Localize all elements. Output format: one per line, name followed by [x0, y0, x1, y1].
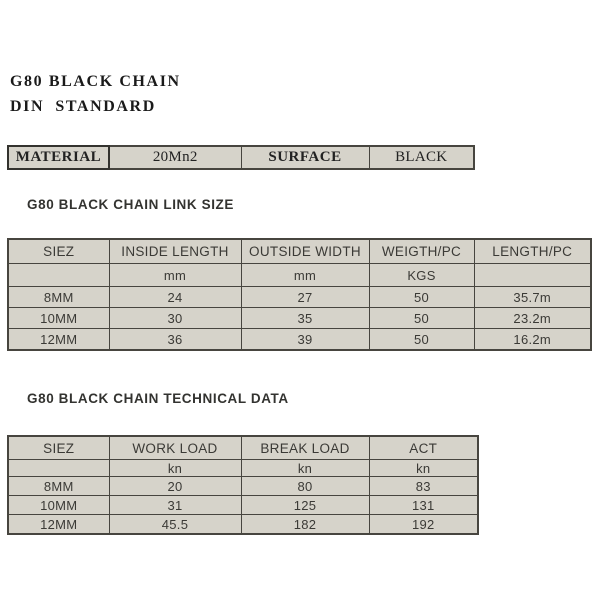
- column-header-cell: WORK LOAD: [109, 436, 241, 460]
- table-row: [8, 477, 478, 496]
- material-value-cell: 20Mn2: [109, 146, 241, 169]
- data-cell: 12MM: [8, 515, 109, 535]
- data-cell: 23.2m: [474, 308, 591, 329]
- column-header-cell: OUTSIDE WIDTH: [241, 239, 369, 264]
- unit-cell: mm: [109, 264, 241, 287]
- doc-title-line1: G80 BLACK CHAIN: [10, 73, 181, 90]
- data-cell: 39: [241, 329, 369, 351]
- unit-cell: kn: [109, 460, 241, 477]
- column-header-cell: SIEZ: [8, 239, 109, 264]
- table-row: [8, 436, 478, 460]
- data-cell: 35: [241, 308, 369, 329]
- data-cell: 125: [241, 496, 369, 515]
- data-cell: 182: [241, 515, 369, 535]
- data-cell: 83: [369, 477, 478, 496]
- column-header-cell: INSIDE LENGTH: [109, 239, 241, 264]
- technical-data-section-title: G80 BLACK CHAIN TECHNICAL DATA: [27, 391, 289, 406]
- data-cell: 27: [241, 287, 369, 308]
- data-cell: 16.2m: [474, 329, 591, 351]
- data-cell: 10MM: [8, 496, 109, 515]
- technical-data-table: [7, 435, 479, 535]
- table-row: [8, 308, 591, 329]
- data-cell: 20: [109, 477, 241, 496]
- table-row: [8, 515, 478, 535]
- data-cell: 50: [369, 329, 474, 351]
- data-cell: 50: [369, 287, 474, 308]
- column-header-cell: BREAK LOAD: [241, 436, 369, 460]
- column-header-cell: ACT: [369, 436, 478, 460]
- table-row: [8, 239, 591, 264]
- material-table-row: [8, 146, 474, 169]
- surface-label-cell: SURFACE: [241, 146, 369, 169]
- data-cell: 31: [109, 496, 241, 515]
- data-cell: 10MM: [8, 308, 109, 329]
- table-row: [8, 460, 478, 477]
- column-header-cell: LENGTH/PC: [474, 239, 591, 264]
- unit-cell: mm: [241, 264, 369, 287]
- data-cell: 131: [369, 496, 478, 515]
- data-cell: 80: [241, 477, 369, 496]
- data-cell: 24: [109, 287, 241, 308]
- column-header-cell: SIEZ: [8, 436, 109, 460]
- unit-cell: [8, 264, 109, 287]
- table-row: [8, 264, 591, 287]
- unit-cell: kn: [369, 460, 478, 477]
- column-header-cell: WEIGTH/PC: [369, 239, 474, 264]
- data-cell: 8MM: [8, 477, 109, 496]
- link-size-table: [7, 238, 592, 351]
- data-cell: 36: [109, 329, 241, 351]
- unit-cell: [8, 460, 109, 477]
- table-row: [8, 287, 591, 308]
- material-label-cell: MATERIAL: [8, 146, 109, 169]
- unit-cell: KGS: [369, 264, 474, 287]
- data-cell: 30: [109, 308, 241, 329]
- unit-cell: kn: [241, 460, 369, 477]
- data-cell: 192: [369, 515, 478, 535]
- surface-value-cell: BLACK: [369, 146, 474, 169]
- data-cell: 8MM: [8, 287, 109, 308]
- link-size-section-title: G80 BLACK CHAIN LINK SIZE: [27, 197, 235, 212]
- data-cell: 45.5: [109, 515, 241, 535]
- data-cell: 50: [369, 308, 474, 329]
- material-surface-table: [7, 145, 475, 170]
- table-row: [8, 329, 591, 351]
- data-cell: 35.7m: [474, 287, 591, 308]
- data-cell: 12MM: [8, 329, 109, 351]
- table-row: [8, 496, 478, 515]
- unit-cell: [474, 264, 591, 287]
- doc-title-line2: DIN STANDARD: [10, 98, 156, 115]
